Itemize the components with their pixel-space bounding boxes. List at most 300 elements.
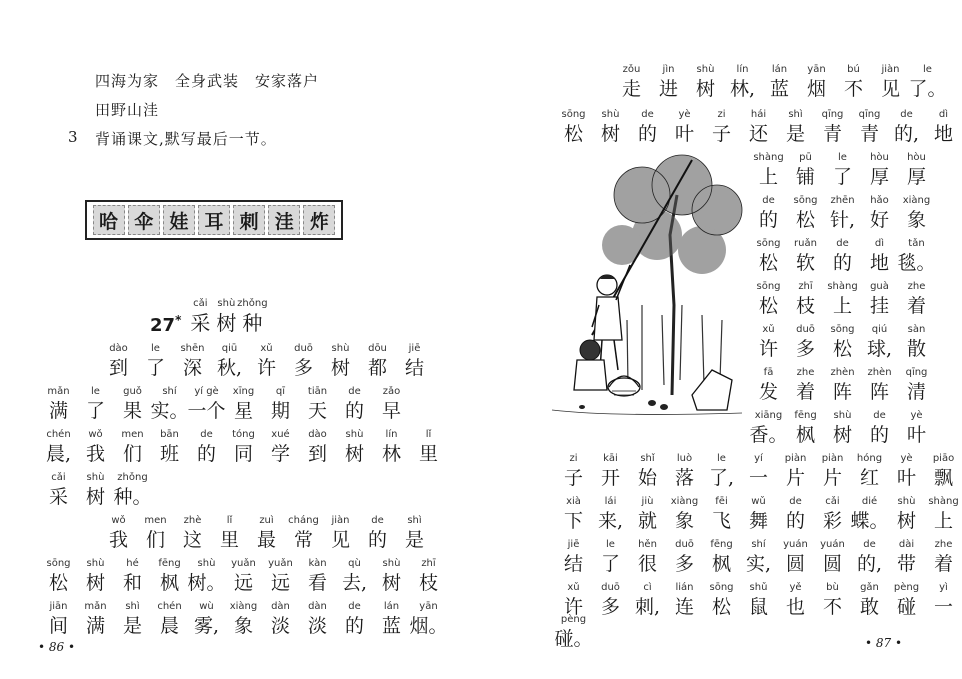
- pinyin-character-cell: [114, 427, 151, 467]
- pinyin: mǎn: [47, 386, 70, 397]
- text-line: [750, 408, 935, 448]
- hanzi: 清: [906, 381, 926, 403]
- pinyin: de: [900, 109, 913, 120]
- hanzi: 的: [637, 123, 657, 145]
- pinyin: duō: [675, 539, 694, 550]
- pinyin: sàn: [907, 324, 926, 335]
- hanzi: 碰: [896, 596, 916, 618]
- pinyin: zhe: [934, 539, 953, 550]
- pinyin: zi: [717, 109, 726, 120]
- practice-character: 炸: [303, 205, 335, 235]
- pinyin: shù: [601, 109, 620, 120]
- hanzi: 下: [563, 510, 583, 532]
- pinyin-character-cell: [724, 62, 761, 102]
- pinyin: hái: [750, 109, 767, 120]
- pinyin-character-cell: [777, 537, 814, 577]
- pinyin-character-cell: [861, 279, 898, 319]
- pinyin: chén: [46, 429, 71, 440]
- pinyin-character-cell: [851, 537, 888, 577]
- lesson-title: [187, 296, 268, 336]
- pinyin-character-cell: [787, 322, 824, 362]
- pinyin-character-cell: [114, 556, 151, 596]
- pinyin: fā: [763, 367, 774, 378]
- hanzi: 片: [822, 467, 842, 489]
- pinyin: wǔ: [751, 496, 766, 507]
- pinyin-character-cell: [824, 236, 861, 276]
- hanzi: 圆: [785, 553, 805, 575]
- hanzi: 彩: [822, 510, 842, 532]
- text-line: [750, 322, 935, 362]
- pinyin-character-cell: [824, 193, 861, 233]
- pinyin: yān: [419, 601, 438, 612]
- pinyin-character-cell: [787, 150, 824, 190]
- text-line: [555, 494, 962, 534]
- pinyin-character-cell: [650, 62, 687, 102]
- pinyin: tiān: [307, 386, 328, 397]
- pinyin: xǔ: [260, 343, 273, 354]
- hanzi: 同: [233, 443, 253, 465]
- pinyin: jiù: [641, 496, 654, 507]
- hanzi: 着: [933, 553, 953, 575]
- practice-character: 洼: [268, 205, 300, 235]
- hanzi: 满: [85, 615, 105, 637]
- pinyin-character-cell: [824, 279, 861, 319]
- hanzi: 们: [122, 443, 142, 465]
- pinyin: dié: [861, 496, 878, 507]
- pinyin: shù: [833, 410, 852, 421]
- pinyin: zhēn: [830, 195, 855, 206]
- forest-children-illustration: [552, 155, 742, 425]
- hanzi: 也: [785, 596, 805, 618]
- pinyin-character-cell: [225, 384, 262, 424]
- pinyin: piàn: [821, 453, 844, 464]
- pinyin: shù: [197, 558, 216, 569]
- pinyin-character-cell: [861, 150, 898, 190]
- pinyin: yě: [789, 582, 802, 593]
- hanzi: 晨,: [45, 443, 72, 465]
- pinyin: jiē: [567, 539, 580, 550]
- pinyin-character-cell: [77, 427, 114, 467]
- pinyin: shù: [345, 429, 364, 440]
- hanzi: 片: [785, 467, 805, 489]
- hanzi: 阵: [869, 381, 889, 403]
- hanzi: 期: [270, 400, 290, 422]
- pinyin: dào: [308, 429, 327, 440]
- hanzi: 松: [758, 295, 778, 317]
- pinyin-character-cell: [285, 341, 322, 381]
- hanzi: 好: [869, 209, 889, 231]
- pinyin-character-cell: [787, 279, 824, 319]
- pinyin-character-cell: [188, 427, 225, 467]
- hanzi: 远: [233, 572, 253, 594]
- pinyin-character-cell: [262, 556, 299, 596]
- hanzi: 着: [795, 381, 815, 403]
- pinyin-character-cell: [137, 341, 174, 381]
- pinyin: zhèn: [867, 367, 892, 378]
- pinyin-character-cell: [898, 322, 935, 362]
- pinyin: cǎi: [825, 496, 840, 507]
- hanzi: 枝: [418, 572, 438, 594]
- pinyin-character-cell: [666, 494, 703, 534]
- pinyin-character-cell: [151, 384, 188, 424]
- pinyin: fēi: [715, 496, 728, 507]
- pinyin: zhèn: [830, 367, 855, 378]
- hanzi: 早: [381, 400, 401, 422]
- pinyin: yuǎn: [268, 558, 293, 569]
- pinyin: fēng: [158, 558, 181, 569]
- pinyin-character-cell: [814, 451, 851, 491]
- hanzi: 采: [190, 311, 211, 335]
- pinyin: tǎn: [908, 238, 925, 249]
- pinyin-character-cell: [225, 599, 262, 639]
- pinyin: dì: [938, 109, 949, 120]
- pinyin-character-cell: [555, 451, 592, 491]
- hanzi: 红: [859, 467, 879, 489]
- pinyin-character-cell: [592, 494, 629, 534]
- hanzi: 树: [85, 572, 105, 594]
- pinyin-character-cell: [629, 451, 666, 491]
- pinyin-character-cell: [100, 513, 137, 553]
- pinyin: de: [873, 410, 886, 421]
- pinyin: men: [144, 515, 167, 526]
- pinyin: luò: [676, 453, 693, 464]
- hanzi: 香。: [749, 424, 788, 446]
- pinyin: guǒ: [123, 386, 142, 397]
- pinyin-character-cell: [555, 107, 592, 147]
- hanzi: 最: [256, 529, 276, 551]
- exercise-3-number: 3: [68, 128, 78, 146]
- pinyin: sōng: [46, 558, 71, 569]
- pinyin: qiú: [871, 324, 888, 335]
- pinyin: qī: [275, 386, 286, 397]
- pinyin-character-cell: [373, 384, 410, 424]
- pinyin: lǐ: [425, 429, 432, 440]
- hanzi: 实,: [745, 553, 772, 575]
- hanzi: 上: [758, 166, 778, 188]
- pinyin-character-cell: [114, 470, 151, 510]
- pinyin: tóng: [232, 429, 255, 440]
- hanzi: 地: [933, 123, 953, 145]
- hanzi: 这: [182, 529, 202, 551]
- hanzi: 一: [933, 596, 953, 618]
- pinyin: le: [91, 386, 100, 397]
- pinyin: yí: [754, 453, 763, 464]
- text-line: [750, 236, 935, 276]
- pinyin-character-cell: [814, 580, 851, 620]
- text-line: [555, 107, 962, 147]
- hanzi: 不: [822, 596, 842, 618]
- text-line: [555, 537, 962, 577]
- pinyin-character-cell: [100, 341, 137, 381]
- hanzi: 了: [600, 553, 620, 575]
- pinyin-character-cell: [703, 580, 740, 620]
- hanzi: 星: [233, 400, 253, 422]
- hanzi: 厚: [869, 166, 889, 188]
- page-number-left: • 86 •: [38, 640, 76, 654]
- hanzi: 了,: [708, 467, 735, 489]
- pinyin-character-cell: [77, 470, 114, 510]
- hanzi: 的: [758, 209, 778, 231]
- pinyin: sōng: [830, 324, 855, 335]
- pinyin-character-cell: [888, 451, 925, 491]
- pinyin-character-cell: [359, 513, 396, 553]
- hanzi: 树: [344, 443, 364, 465]
- pinyin: shù: [382, 558, 401, 569]
- pinyin-character-cell: [592, 107, 629, 147]
- pinyin-character-cell: [629, 580, 666, 620]
- text-line: [40, 599, 447, 639]
- practice-character: 刺: [233, 205, 265, 235]
- pinyin-character-cell: [898, 408, 935, 448]
- pinyin-character-cell: [373, 427, 410, 467]
- text-line: [40, 470, 151, 510]
- pinyin-character-cell: [925, 580, 962, 620]
- pinyin-character-cell: [750, 236, 787, 276]
- pinyin-character-cell: [613, 62, 650, 102]
- pinyin-character-cell: [77, 599, 114, 639]
- text-line: [100, 513, 433, 553]
- pinyin: shì: [125, 601, 140, 612]
- pinyin: shù: [86, 558, 105, 569]
- pinyin-character-cell: [777, 107, 814, 147]
- pinyin-character-cell: [898, 236, 935, 276]
- hanzi: 实。: [150, 400, 189, 422]
- pinyin: le: [838, 152, 847, 163]
- pinyin-character-cell: [740, 451, 777, 491]
- pinyin: xià: [566, 496, 581, 507]
- hanzi: 树: [85, 486, 105, 508]
- pinyin: piāo: [932, 453, 955, 464]
- pinyin: zhī: [421, 558, 436, 569]
- pinyin: shàng: [753, 152, 784, 163]
- hanzi: 舞: [748, 510, 768, 532]
- pinyin: wù: [199, 601, 214, 612]
- pinyin: shù: [696, 64, 715, 75]
- hanzi: 树: [381, 572, 401, 594]
- hanzi: 地: [869, 252, 889, 274]
- pinyin: sōng: [756, 281, 781, 292]
- hanzi: 看: [307, 572, 327, 594]
- pinyin: qīng: [858, 109, 881, 120]
- pinyin-character-cell: [925, 494, 962, 534]
- pinyin-character-cell: [750, 408, 787, 448]
- pinyin: hěn: [638, 539, 657, 550]
- hanzi: 多: [600, 596, 620, 618]
- pinyin: hóng: [856, 453, 883, 464]
- pinyin-character-cell: [777, 580, 814, 620]
- pinyin-character-cell: [40, 556, 77, 596]
- pinyin-character-cell: [824, 365, 861, 405]
- hanzi: 了: [832, 166, 852, 188]
- pinyin-character-cell: [151, 556, 188, 596]
- hanzi: 敢: [859, 596, 879, 618]
- hanzi: 深: [182, 357, 202, 379]
- pinyin: pèng: [560, 614, 587, 625]
- pinyin: shù: [217, 298, 236, 309]
- pinyin-character-cell: [798, 62, 835, 102]
- hanzi: 的: [344, 615, 364, 637]
- hanzi: 树: [695, 78, 715, 100]
- text-line: [750, 150, 935, 190]
- text-line: [100, 341, 433, 381]
- hanzi: 蓝: [381, 615, 401, 637]
- pinyin: lái: [604, 496, 617, 507]
- pinyin: duō: [796, 324, 815, 335]
- pinyin-character-cell: [373, 556, 410, 596]
- pinyin-character-cell: [396, 513, 433, 553]
- exercise-words-line-2: 田野山洼: [95, 101, 160, 119]
- pinyin: zhe: [796, 367, 815, 378]
- hanzi: 的,: [856, 553, 883, 575]
- pinyin-character-cell: [851, 451, 888, 491]
- hanzi: 软: [795, 252, 815, 274]
- hanzi: 松: [711, 596, 731, 618]
- pinyin-character-cell: [861, 408, 898, 448]
- hanzi: 飞: [711, 510, 731, 532]
- pinyin: de: [348, 601, 361, 612]
- hanzi: 青: [822, 123, 842, 145]
- hanzi: 去,: [341, 572, 368, 594]
- pinyin-character-cell: [787, 365, 824, 405]
- pinyin: cǎi: [51, 472, 66, 483]
- pinyin: bú: [847, 64, 860, 75]
- hanzi: 烟。: [409, 615, 448, 637]
- pinyin: jiàn: [881, 64, 900, 75]
- pinyin: men: [121, 429, 144, 440]
- pinyin: shù: [331, 343, 350, 354]
- hanzi: 多: [795, 338, 815, 360]
- pinyin: de: [836, 238, 849, 249]
- hanzi: 里: [219, 529, 239, 551]
- pinyin-character-cell: [703, 537, 740, 577]
- hanzi: 发: [758, 381, 778, 403]
- pinyin-character-cell: [898, 150, 935, 190]
- hanzi: 圆: [822, 553, 842, 575]
- hanzi: 上: [933, 510, 953, 532]
- pinyin: le: [717, 453, 726, 464]
- text-line: [555, 451, 962, 491]
- hanzi: 很: [637, 553, 657, 575]
- hanzi: 挂: [869, 295, 889, 317]
- pinyin: xiàng: [229, 601, 258, 612]
- hanzi: 果: [122, 400, 142, 422]
- hanzi: 班: [159, 443, 179, 465]
- hanzi: 的: [367, 529, 387, 551]
- pinyin-character-cell: [777, 494, 814, 534]
- hanzi: 是: [122, 615, 142, 637]
- pinyin: xiàng: [670, 496, 699, 507]
- pinyin: cì: [643, 582, 652, 593]
- hanzi: 满: [48, 400, 68, 422]
- pinyin: ruǎn: [794, 238, 817, 249]
- pinyin: lián: [675, 582, 694, 593]
- lesson-number-text: 27: [150, 315, 176, 336]
- pinyin-character-cell: [555, 612, 592, 652]
- pinyin: xiāng: [754, 410, 783, 421]
- pinyin-character-cell: [814, 494, 851, 534]
- hanzi: 间: [48, 615, 68, 637]
- pinyin: le: [606, 539, 615, 550]
- hanzi: 松: [758, 252, 778, 274]
- pinyin-character-cell: [213, 296, 239, 336]
- hanzi: 碰。: [554, 628, 593, 650]
- pinyin: sōng: [709, 582, 734, 593]
- hanzi: 上: [832, 295, 852, 317]
- hanzi: 我: [108, 529, 128, 551]
- pinyin: hǎo: [870, 195, 889, 206]
- hanzi: 的: [832, 252, 852, 274]
- hanzi: 烟: [806, 78, 826, 100]
- hanzi: 许: [563, 596, 583, 618]
- pinyin-character-cell: [761, 62, 798, 102]
- pinyin-character-cell: [835, 62, 872, 102]
- hanzi: 叶: [674, 123, 694, 145]
- text-line: [555, 612, 592, 652]
- hanzi: 走: [621, 78, 641, 100]
- pinyin-character-cell: [410, 427, 447, 467]
- hanzi: 到: [307, 443, 327, 465]
- pinyin: duō: [601, 582, 620, 593]
- pinyin: wǒ: [88, 429, 103, 440]
- hanzi: 子: [563, 467, 583, 489]
- hanzi: 松: [832, 338, 852, 360]
- pinyin-character-cell: [262, 427, 299, 467]
- text-line: [750, 193, 935, 233]
- pinyin-character-cell: [740, 537, 777, 577]
- pinyin: yè: [678, 109, 691, 120]
- pinyin-character-cell: [77, 384, 114, 424]
- text-line: [40, 556, 447, 596]
- hanzi: 我: [85, 443, 105, 465]
- hanzi: 着: [906, 295, 926, 317]
- pinyin-character-cell: [322, 341, 359, 381]
- pinyin-character-cell: [925, 451, 962, 491]
- pinyin: yè: [900, 453, 913, 464]
- hanzi: 叶: [906, 424, 926, 446]
- pinyin-character-cell: [851, 580, 888, 620]
- pinyin-character-cell: [299, 384, 336, 424]
- pinyin-character-cell: [555, 537, 592, 577]
- pinyin: cǎi: [193, 298, 208, 309]
- pinyin: sōng: [793, 195, 818, 206]
- hanzi: 见: [330, 529, 350, 551]
- hanzi: 子: [711, 123, 731, 145]
- hanzi: 的: [344, 400, 364, 422]
- pinyin-character-cell: [262, 384, 299, 424]
- pinyin: kāi: [603, 453, 618, 464]
- pinyin: zhī: [798, 281, 813, 292]
- pinyin-character-cell: [410, 556, 447, 596]
- pinyin: lǐ: [226, 515, 233, 526]
- hanzi: 里: [418, 443, 438, 465]
- pinyin: shù: [86, 472, 105, 483]
- pinyin: bù: [826, 582, 839, 593]
- pinyin-character-cell: [359, 341, 396, 381]
- pinyin-character-cell: [174, 513, 211, 553]
- pinyin-character-cell: [592, 537, 629, 577]
- pinyin-character-cell: [909, 62, 946, 102]
- pinyin: de: [371, 515, 384, 526]
- pinyin-character-cell: [888, 580, 925, 620]
- pinyin: shàng: [827, 281, 858, 292]
- hanzi: 针,: [829, 209, 856, 231]
- pinyin-character-cell: [237, 296, 268, 336]
- hanzi: 刺,: [634, 596, 661, 618]
- pinyin-character-cell: [898, 279, 935, 319]
- practice-character: 伞: [128, 205, 160, 235]
- pinyin: de: [863, 539, 876, 550]
- pinyin-character-cell: [410, 599, 447, 639]
